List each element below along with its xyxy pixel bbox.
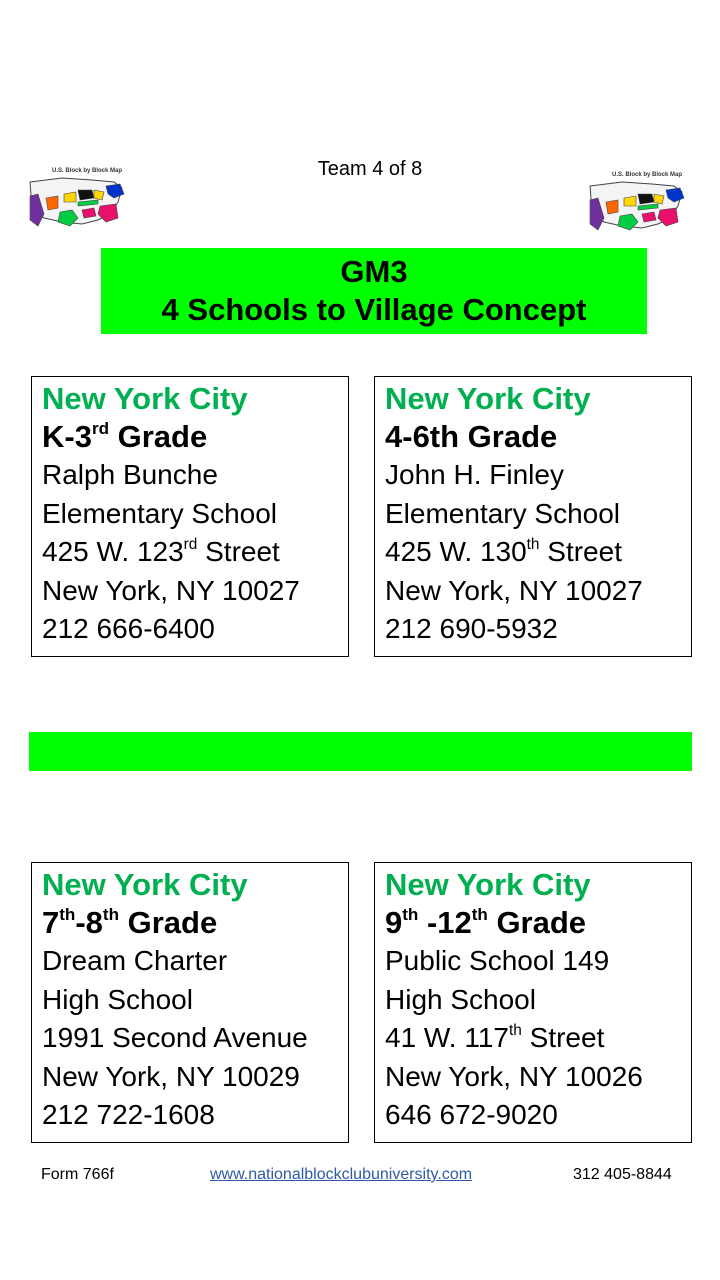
- school-phone: 646 672-9020: [385, 1099, 558, 1130]
- banner-title: GM3: [340, 254, 408, 289]
- school-card-k3: [31, 376, 349, 657]
- website-link[interactable]: www.nationalblockclubuniversity.com: [210, 1166, 473, 1183]
- form-number: Form 766f: [41, 1166, 114, 1183]
- school-card-7-8: [31, 862, 349, 1143]
- card-city: New York City: [42, 381, 248, 416]
- school-phone: 212 722-1608: [42, 1099, 215, 1130]
- footer-phone: 312 405-8844: [573, 1166, 672, 1183]
- school-city-state: New York, NY 10026: [385, 1060, 643, 1092]
- school-address: 425 W. 123rd Street: [42, 536, 280, 567]
- school-city-state: New York, NY 10029: [42, 1060, 300, 1092]
- school-name: Dream Charter: [42, 945, 228, 976]
- school-address: 41 W. 117th Street: [385, 1022, 605, 1053]
- green-divider-bar: [29, 732, 692, 771]
- school-city-state: New York, NY 10027: [42, 574, 300, 606]
- school-type: High School: [385, 983, 536, 1015]
- school-card-9-12: [374, 862, 692, 1143]
- card-city: New York City: [385, 381, 591, 416]
- card-city: New York City: [385, 867, 591, 902]
- card-city: New York City: [42, 867, 248, 902]
- school-phone: 212 690-5932: [385, 613, 558, 644]
- us-block-map-logo-left: [22, 168, 132, 238]
- school-name: Ralph Bunche: [42, 459, 218, 490]
- us-block-map-logo-right: [582, 172, 692, 242]
- school-city-state: New York, NY 10027: [385, 574, 643, 606]
- card-grade: 9th -12th Grade: [385, 905, 587, 940]
- us-map-icon: [22, 168, 132, 238]
- team-label: Team 4 of 8: [317, 158, 423, 180]
- school-name: John H. Finley: [385, 459, 564, 490]
- school-card-4-6: [374, 376, 692, 657]
- us-map-icon: [582, 172, 692, 242]
- school-type: Elementary School: [385, 497, 621, 529]
- school-address: 1991 Second Avenue: [42, 1022, 308, 1053]
- title-banner: [101, 248, 647, 334]
- school-address: 425 W. 130th Street: [385, 536, 622, 567]
- map-caption: U.S. Block by Block Map: [612, 172, 683, 178]
- school-name: Public School 149: [385, 945, 610, 976]
- school-phone: 212 666-6400: [42, 613, 215, 644]
- map-caption: U.S. Block by Block Map: [52, 168, 123, 174]
- school-type: Elementary School: [42, 497, 278, 529]
- card-grade: 4-6th Grade: [385, 419, 558, 454]
- card-grade: 7th-8th Grade: [42, 905, 218, 940]
- banner-subtitle: 4 Schools to Village Concept: [161, 292, 587, 327]
- school-type: High School: [42, 983, 193, 1015]
- card-grade: K-3rd Grade: [42, 419, 208, 454]
